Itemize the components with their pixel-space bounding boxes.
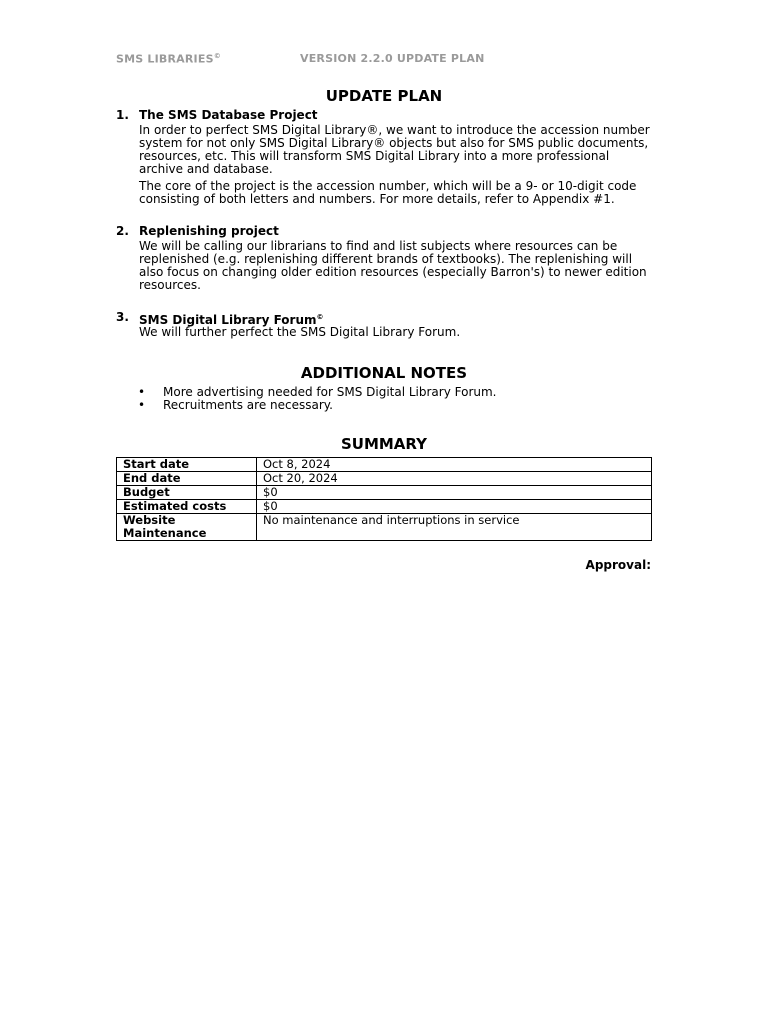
row-label: End date (117, 472, 257, 486)
summary-title: SUMMARY (340, 435, 428, 453)
bullet-icon: • (138, 398, 146, 412)
row-value: No maintenance and interruptions in service (257, 514, 652, 541)
section-heading (116, 109, 651, 124)
section-paragraph: We will further perfect the SMS Digital Library Forum. (139, 325, 461, 339)
table-row (117, 458, 652, 472)
bullet-icon: • (138, 385, 146, 399)
notes-list (116, 386, 651, 412)
row-label: Start date (117, 458, 257, 472)
row-label: Estimated costs (117, 500, 257, 514)
row-label: Budget (117, 486, 257, 500)
section-title: SMS Digital Library Forum (139, 313, 317, 327)
section-paragraph: We will be calling our librarians to find and list subjects where resources can be replenished (e.g. replenishing different brands of textbooks). The replenishing will also focus on changing older edition resources (especially Barron's) to newer edition resources. (139, 239, 647, 292)
section-number: 3. (116, 310, 129, 324)
section-number: 1. (116, 108, 129, 122)
section-database-project (116, 109, 651, 206)
row-value: Oct 20, 2024 (257, 472, 652, 486)
section-number: 2. (116, 224, 129, 238)
section-heading (116, 311, 651, 326)
list-item: • More advertising needed for SMS Digital Library Forum. (138, 385, 497, 399)
section-replenishing-project (116, 225, 651, 292)
row-value: $0 (257, 500, 652, 514)
section-title: The SMS Database Project (139, 108, 318, 122)
approval-label: Approval: (585, 558, 651, 572)
table-row (117, 514, 652, 541)
header-version: VERSION 2.2.0 UPDATE PLAN (300, 52, 485, 65)
page-title: UPDATE PLAN (325, 87, 443, 105)
list-item: • Recruitments are necessary. (138, 398, 333, 412)
row-value: $0 (257, 486, 652, 500)
row-value: Oct 8, 2024 (257, 458, 652, 472)
row-label: Website Maintenance (117, 514, 257, 541)
summary-table (116, 457, 652, 541)
section-paragraph: In order to perfect SMS Digital Library®, we want to introduce the accession number system for not only SMS Digital Library® objects but also for SMS public documents, resources, etc. This will transform SMS Digital Library into a more professional archive and database. (139, 123, 650, 176)
header-library-name: SMS LIBRARIES© (116, 52, 221, 66)
table-row (117, 500, 652, 514)
table-row (117, 472, 652, 486)
notes-title: ADDITIONAL NOTES (300, 364, 468, 382)
section-title: Replenishing project (139, 224, 279, 238)
section-library-forum (116, 311, 651, 339)
section-heading (116, 225, 651, 240)
copyright-mark: © (316, 313, 324, 321)
section-paragraph: The core of the project is the accession number, which will be a 9- or 10-digit code consisting of both letters and numbers. For more details, refer to Appendix #1. (139, 179, 637, 206)
table-row (117, 486, 652, 500)
